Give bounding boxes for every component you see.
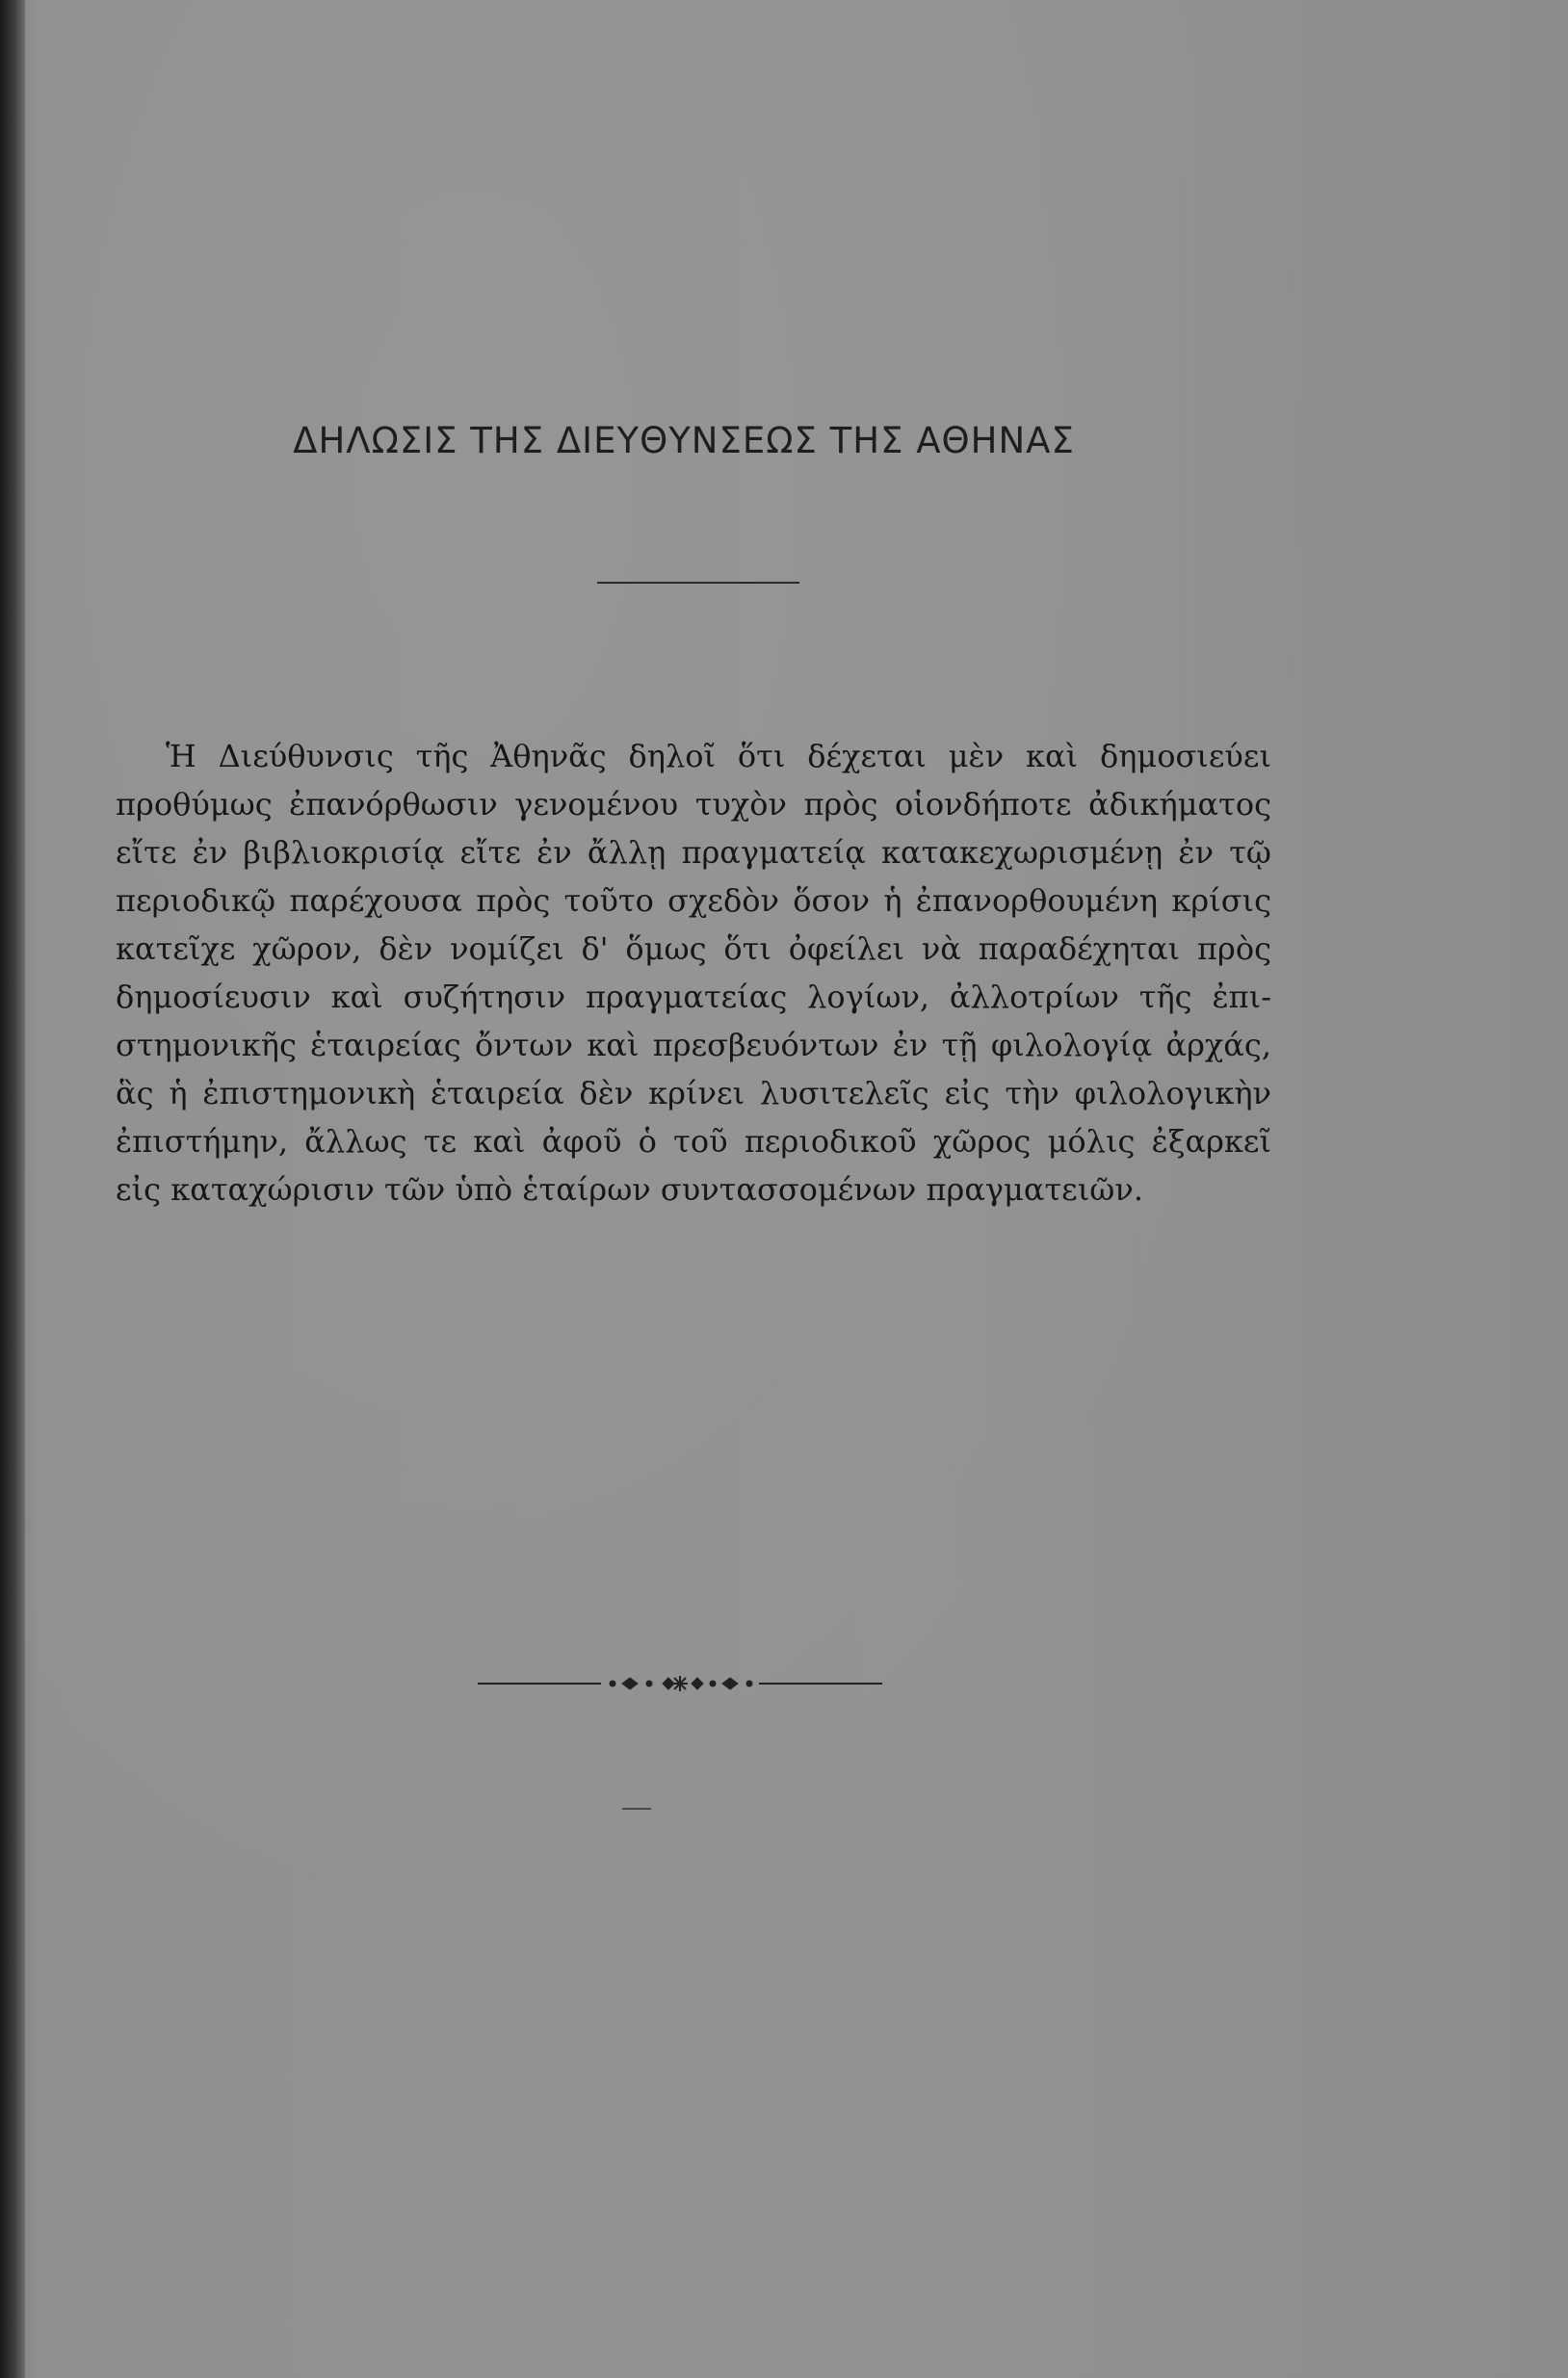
paragraph-line-7: στημονικῆς ἑταιρείας ὄντων καὶ πρεσβευόντων ἐν τῇ φιλολογίᾳ ἀρχάς, [116, 1027, 1271, 1063]
paragraph-line-4: περιοδικῷ παρέχουσα πρὸς τοῦτο σχεδὸν ὅσον ἡ ἐπανορθουμένη κρίσις [116, 882, 1271, 919]
heading-rule [597, 582, 799, 584]
paragraph-line-2: προθύμως ἐπανόρθωσιν γενομένου τυχὸν πρὸς οἱονδήποτε ἀδικήματος [116, 786, 1271, 823]
paragraph-line-8: ἃς ἡ ἐπιστημονικὴ ἑταιρεία δὲν κρίνει λυσιτελεῖς εἰς τὴν φιλολογικὴν [116, 1075, 1271, 1111]
paragraph-line-1: Ἡ Διεύθυνσις τῆς Ἀθηνᾶς δηλοῖ ὅτι δέχεται μὲν καὶ δημοσιεύει [166, 738, 1271, 774]
paragraph-line-9: ἐπιστήμην, ἄλλως τε καὶ ἀφοῦ ὁ τοῦ περιοδικοῦ χῶρος μόλις ἐξαρκεῖ [116, 1123, 1271, 1160]
ornamental-divider [478, 1672, 882, 1695]
document-heading: ΔΗΛΩΣΙΣ ΤΗΣ ΔΙΕΥΘΥΝΣΕΩΣ ΤΗΣ ΑΘΗΝΑΣ [293, 420, 1075, 461]
stray-mark [622, 1808, 651, 1810]
page-binding-edge [0, 0, 25, 2378]
declaration-paragraph [116, 732, 1271, 1214]
paragraph-line-3: εἴτε ἐν βιβλιοκρισίᾳ εἴτε ἐν ἄλλῃ πραγματείᾳ κατακεχωρισμένῃ ἐν τῷ [116, 834, 1271, 871]
paragraph-line-6: δημοσίευσιν καὶ συζήτησιν πραγματείας λογίων, ἀλλοτρίων τῆς ἐπι- [116, 979, 1271, 1015]
paragraph-line-5: κατεῖχε χῶρον, δὲν νομίζει δ' ὅμως ὅτι ὀφείλει νὰ παραδέχηται πρὸς [116, 930, 1271, 967]
paragraph-line-10: εἰς καταχώρισιν τῶν ὑπὸ ἑταίρων συντασσομένων πραγματειῶν. [116, 1171, 1143, 1208]
